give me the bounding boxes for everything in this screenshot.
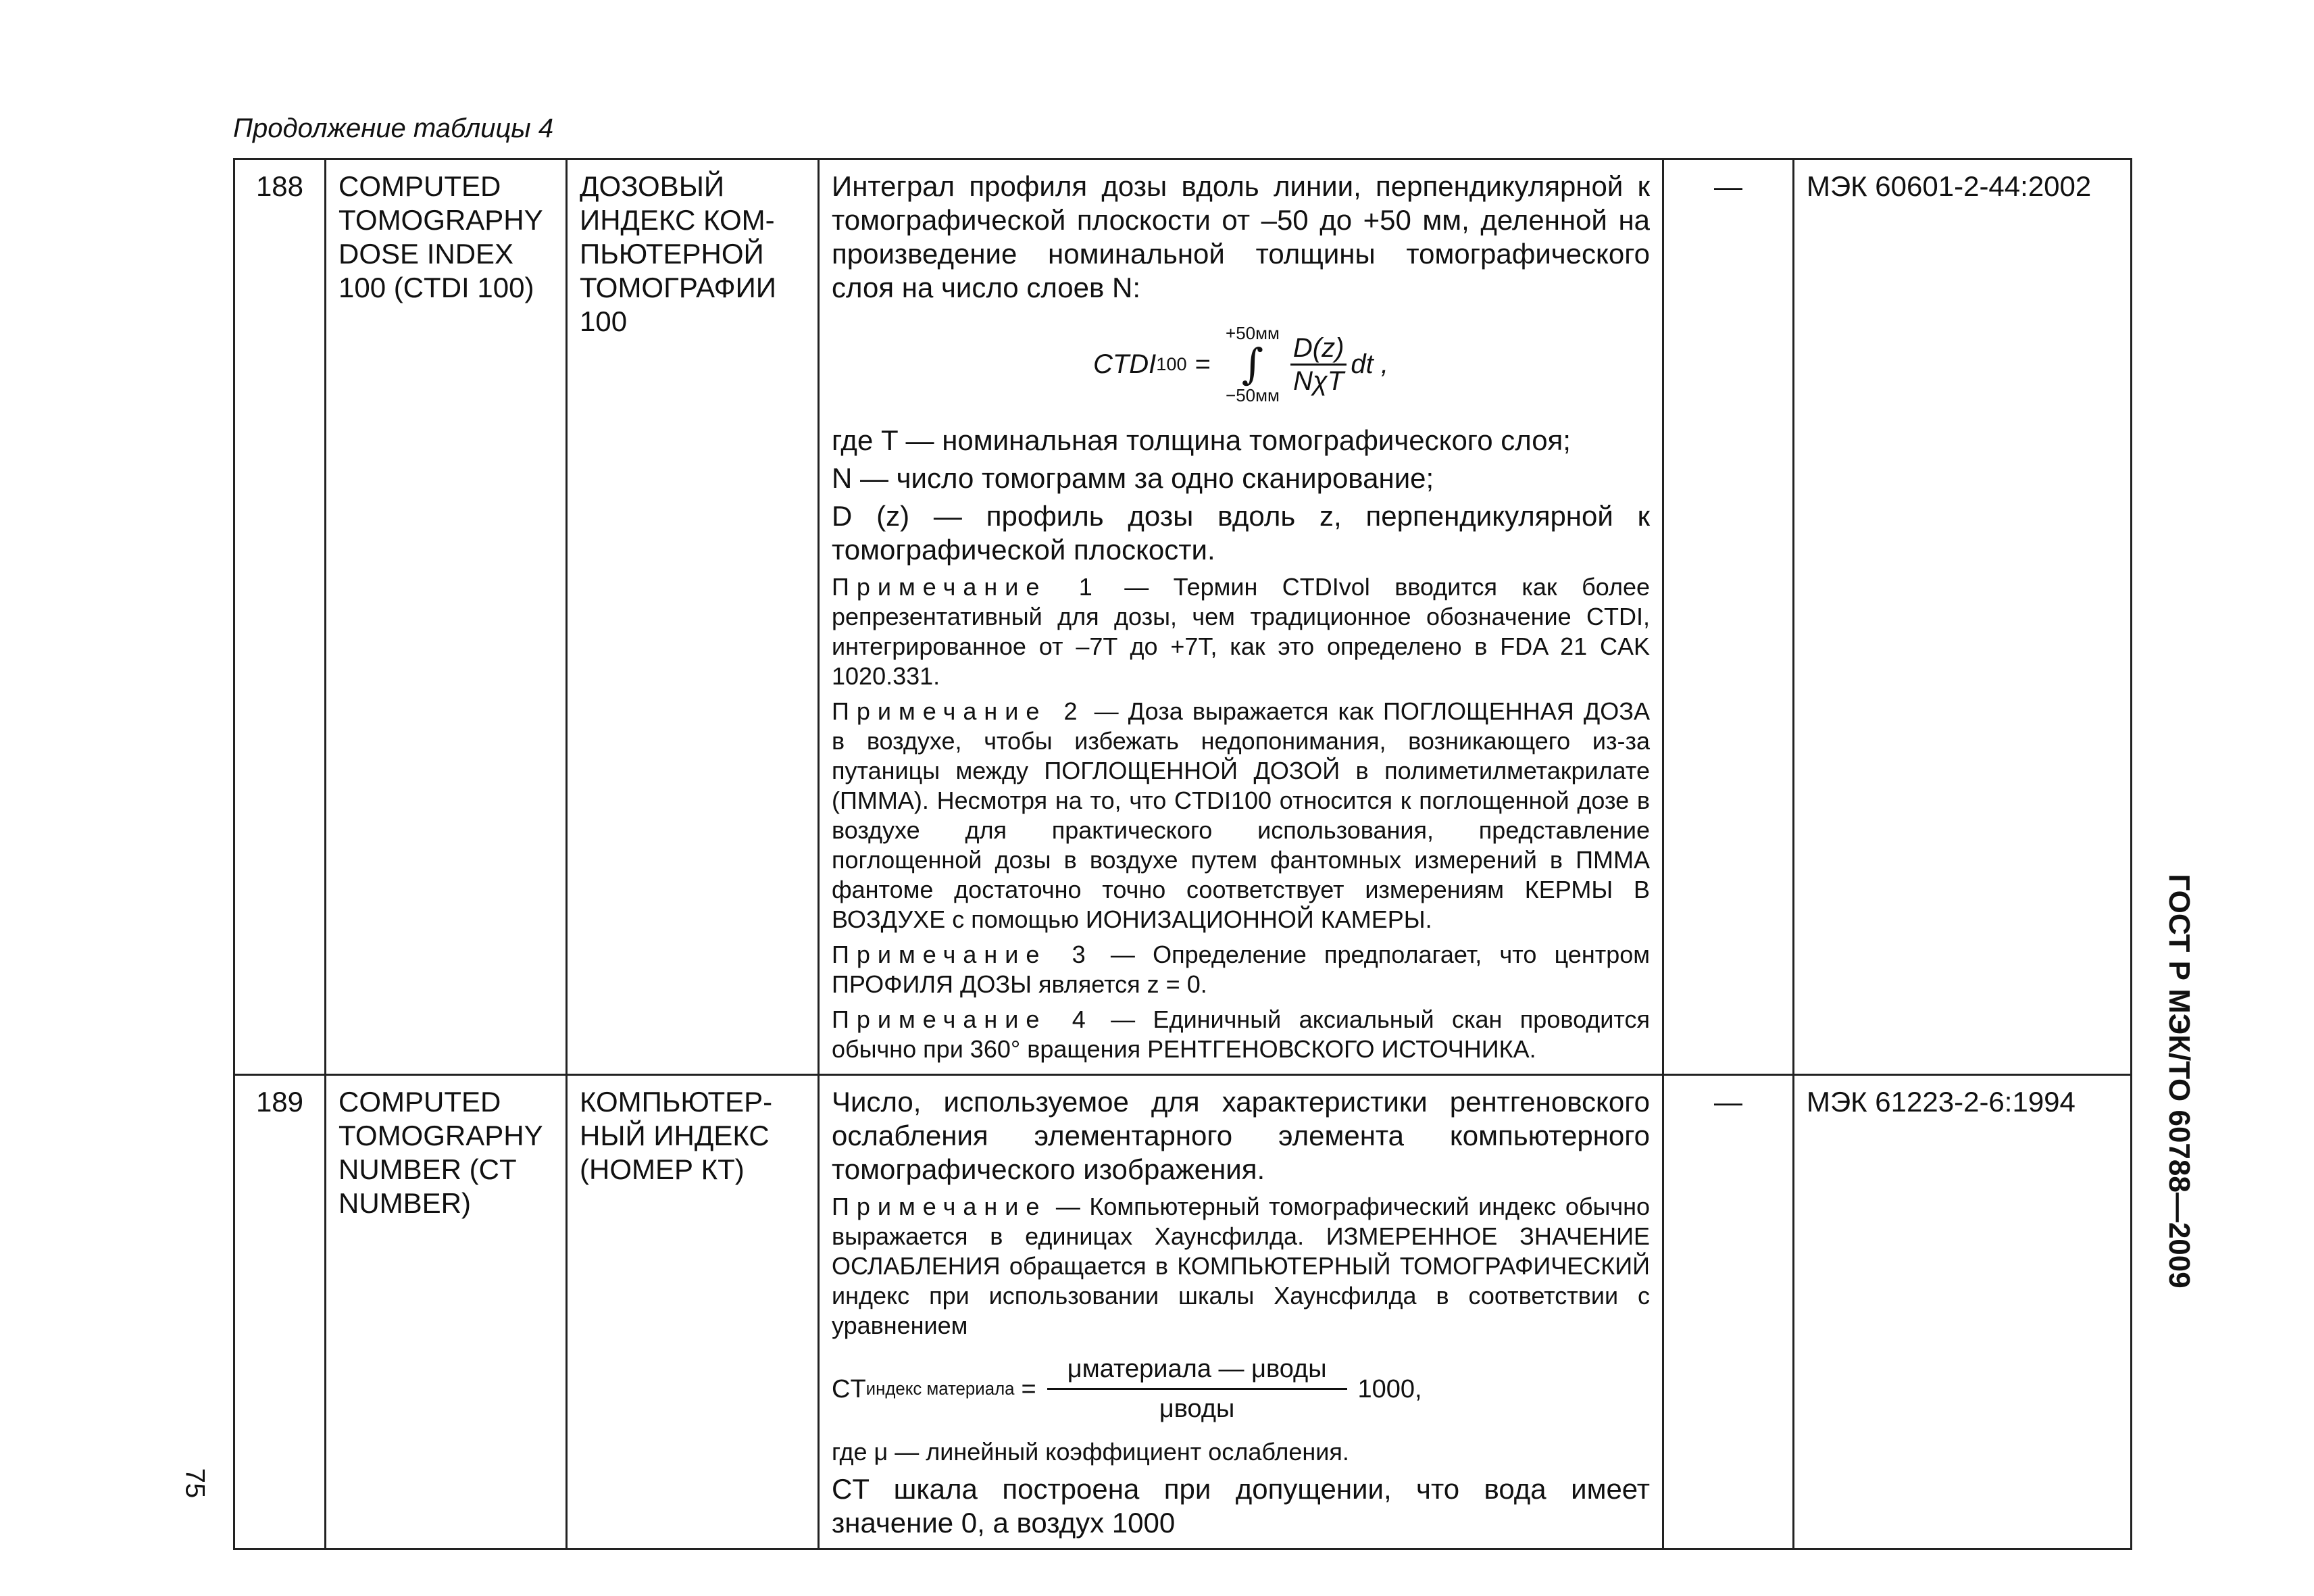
table-caption: Продолжение таблицы 4 <box>233 114 554 143</box>
note-text: — Компьютерный томографический индекс обычно выражается в единицах Хаунсфилда. ИЗМЕРЕННОЕ ЗНАЧЕНИЕ ОСЛАБЛЕНИЯ обращается в КОМПЬЮТЕРНЫЙ ТОМОГРАФИЧЕСКИЙ индекс при использовании шкалы Хаунсфилда в соответствии с уравнением <box>832 1193 1650 1339</box>
note <box>832 1192 1650 1341</box>
definition-text: Интеграл профиля дозы вдоль линии, перпендикулярной к томографической плоскости от –50 до +50 мм, деленной на произведение номинальной толщины томографического слоя на число слоев N: <box>832 170 1650 303</box>
term-number: 188 <box>234 159 326 1075</box>
fraction-numerator: μматериала — μводы <box>1047 1353 1347 1390</box>
formula-fraction <box>1047 1353 1347 1425</box>
formula-tail: 1000, <box>1357 1374 1422 1403</box>
integral-sign: ∫ <box>1241 339 1264 389</box>
where-line: D (z) — профиль дозы вдоль z, перпендикулярной к томографической плоскости. <box>832 500 1650 566</box>
ctdi-formula <box>832 322 1650 406</box>
table-row <box>234 1075 2132 1549</box>
term-english: COMPUTED TOMOGRAPHY DOSE INDEX 100 (CTDI 100) <box>326 159 567 1075</box>
formula-tail: dt , <box>1351 349 1389 379</box>
terms-table <box>233 158 2132 1550</box>
where-line: N — число томограмм за одно сканирование; <box>832 462 1434 494</box>
final-text: CT шкала построена при допущении, что вода имеет значение 0, а воздух 1000 <box>832 1473 1650 1539</box>
note-3 <box>832 940 1650 999</box>
note-4 <box>832 1005 1650 1064</box>
note-label: Примечание 2 <box>832 697 1085 725</box>
note-label: Примечание <box>832 1193 1047 1220</box>
formula-eq: = <box>1021 1374 1036 1403</box>
definition-text: Число, используемое для характеристики рентгеновского ослабления элементарного элемента компьютерного томографического изображения. <box>832 1086 1650 1185</box>
formula-lhs-sub: индекс материала <box>865 1379 1015 1399</box>
note-label: Примечание 1 <box>832 573 1100 601</box>
note-label: Примечание 4 <box>832 1005 1093 1033</box>
note-2 <box>832 697 1650 934</box>
ct-number-formula <box>832 1353 1650 1425</box>
fraction-numerator: D(z) <box>1290 332 1347 366</box>
table-row <box>234 159 2132 1075</box>
fraction-denominator: μводы <box>1159 1395 1235 1423</box>
note-text: — Доза выражается как ПОГЛОЩЕННАЯ ДОЗА в воздухе, чтобы избежать недопонимания, возникающего из-за путаницы между ПОГЛОЩЕННОЙ ДОЗОЙ в полиметилметакрилате (ПММА). Несмотря на то, что CTDI100 относится к поглощенной дозе в воздухе для практического использования, представление поглощенной дозы в воздухе путем фантомных измерений в ПММА фантоме достаточно точно соответствует измерениям КЕРМЫ В ВОЗДУХЕ с помощью ИОНИЗАЦИОННОЙ КАМЕРЫ. <box>832 697 1650 933</box>
term-definition-cell <box>819 1075 1663 1549</box>
note-text: — Определение предполагает, что центром ПРОФИЛЯ ДОЗЫ является z = 0. <box>832 941 1650 998</box>
note-label: Примечание 3 <box>832 941 1093 968</box>
note-1 <box>832 572 1650 691</box>
term-source: МЭК 60601-2-44:2002 <box>1794 159 2132 1075</box>
integral-upper: +50мм <box>1226 323 1280 343</box>
formula-eq: = <box>1194 349 1211 379</box>
term-number: 189 <box>234 1075 326 1549</box>
term-russian: ДОЗОВЫЙ ИНДЕКС КОМ-ПЬЮТЕРНОЙ ТОМОГРАФИИ 100 <box>567 159 819 1075</box>
formula-lhs: CTDI <box>1092 349 1157 379</box>
fraction-denominator: NχT <box>1293 366 1344 396</box>
term-definition-cell <box>819 159 1663 1075</box>
where-line: где μ — линейный коэффициент ослабления. <box>832 1438 1349 1466</box>
page-number: 75 <box>180 1468 210 1499</box>
formula-fraction <box>1290 332 1347 397</box>
formula-lhs: CT <box>832 1374 866 1403</box>
integral-symbol <box>1226 323 1280 405</box>
where-line: где T — номинальная толщина томографического слоя; <box>832 424 1571 456</box>
term-russian: КОМПЬЮТЕР-НЫЙ ИНДЕКС (НОМЕР КТ) <box>567 1075 819 1549</box>
formula-lhs-sub: 100 <box>1156 353 1187 374</box>
term-english: COMPUTED TOMOGRAPHY NUMBER (CT NUMBER) <box>326 1075 567 1549</box>
document-side-title: ГОСТ Р МЭК/ТО 60788—2009 <box>2163 874 2196 1289</box>
integral-lower: −50мм <box>1226 385 1280 405</box>
term-dash: — <box>1663 1075 1794 1549</box>
note-text: — Термин CTDIvol вводится как более репрезентативный для дозы, чем традиционное обозначение CTDI, интегрированное от –7T до +7T, как это определено в FDA 21 CAK 1020.331. <box>832 573 1650 690</box>
term-dash: — <box>1663 159 1794 1075</box>
term-source: МЭК 61223-2-6:1994 <box>1794 1075 2132 1549</box>
note-text: — Единичный аксиальный скан проводится обычно при 360° вращения РЕНТГЕНОВСКОГО ИСТОЧНИКА. <box>832 1005 1650 1063</box>
